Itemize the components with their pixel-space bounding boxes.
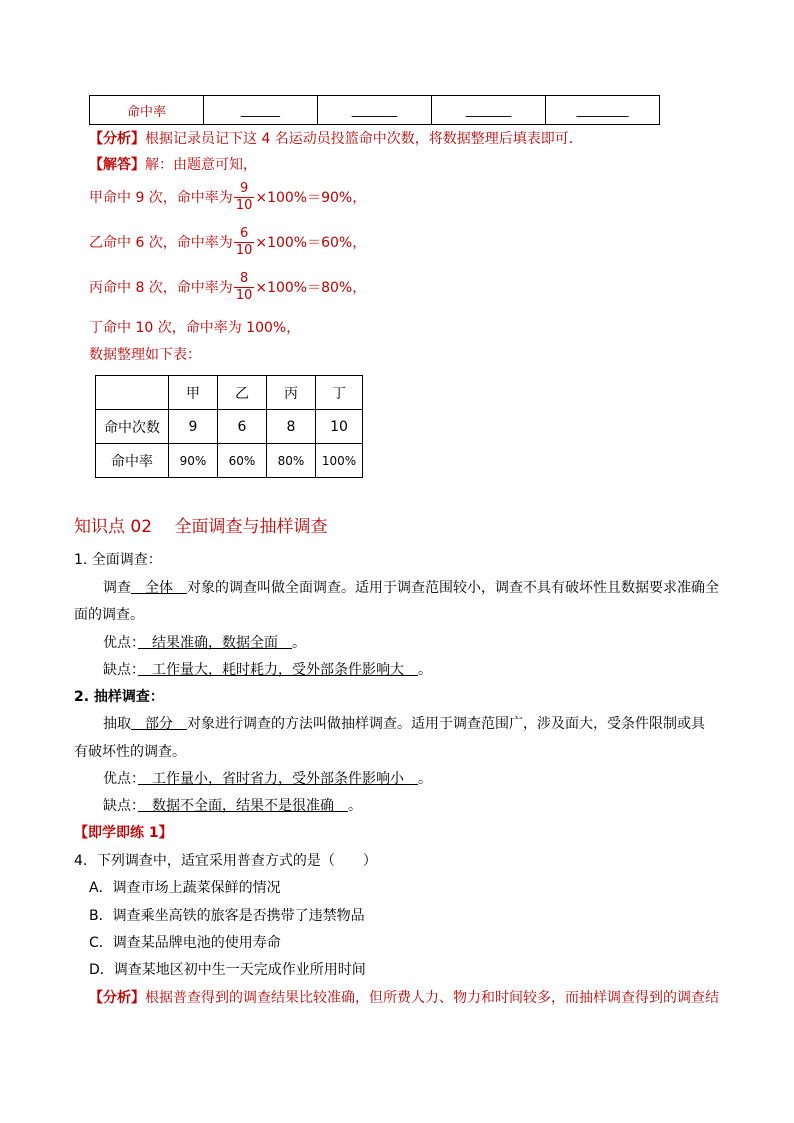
bing-prefix: 丙命中 8 次，命中率为	[89, 280, 233, 296]
table-cell: 8	[267, 410, 316, 444]
row-label: 命中次数	[96, 410, 169, 444]
answer-text: 解：由题意可知，	[145, 157, 257, 173]
answer-tag: 【解答】	[89, 157, 145, 173]
option-d: D．调查某地区初中生一天完成作业所用时间	[89, 962, 366, 978]
item1-blank-answer: 全体	[131, 580, 187, 596]
pros-label: 优点：	[103, 771, 138, 787]
header-cell-jia: 甲	[169, 376, 218, 410]
cons-end: 。	[348, 798, 362, 814]
table-cell: 60%	[218, 444, 267, 478]
jia-fraction	[234, 181, 255, 214]
rate-blank-3: _______	[432, 96, 546, 125]
item1-definition-line1	[103, 577, 719, 597]
analysis-line	[89, 128, 583, 148]
analysis2-text: 根据普查得到的调查结果比较准确，但所费人力、物力和时间较多，而抽样调查得到的调查结	[145, 990, 719, 1006]
table-cell: 80%	[267, 444, 316, 478]
table-row	[96, 444, 363, 478]
analysis-text: 根据记录员记下这 4 名运动员投篮命中次数，将数据整理后填表即可．	[145, 131, 583, 147]
cons-end: 。	[418, 662, 432, 678]
row-label: 命中率	[96, 444, 169, 478]
analysis2-tag: 【分析】	[89, 990, 145, 1006]
pros-end: 。	[292, 635, 306, 651]
bing-suffix: ×100%＝80%，	[255, 280, 367, 296]
cons-label: 缺点：	[103, 662, 138, 678]
yi-denominator: 10	[235, 242, 253, 258]
hit-data-table	[95, 375, 363, 478]
yi-fraction	[234, 226, 255, 259]
jia-denominator: 10	[235, 197, 253, 213]
rate-label: 命中率	[90, 96, 204, 125]
jia-suffix: ×100%＝90%，	[255, 190, 367, 206]
yi-numerator: 6	[234, 226, 255, 243]
header-cell-empty	[96, 376, 169, 410]
cons-answer: 工作量大，耗时耗力，受外部条件影响大	[138, 662, 418, 678]
pros-label: 优点：	[103, 635, 138, 651]
pros-answer: 工作量小，省时省力，受外部条件影响小	[138, 771, 418, 787]
yi-suffix: ×100%＝60%，	[255, 235, 367, 251]
bing-denominator: 10	[235, 287, 253, 303]
bing-numerator: 8	[234, 271, 255, 288]
jia-rate-line	[89, 180, 366, 216]
item2-title: 2. 抽样调查：	[74, 689, 164, 705]
pros-end: 。	[418, 771, 432, 787]
question-stem: 4．下列调查中，适宜采用普查方式的是（ ）	[74, 853, 377, 869]
cons-label: 缺点：	[103, 798, 138, 814]
rate-blank-1: ______	[204, 96, 318, 125]
item2-pros	[103, 768, 432, 788]
header-cell-ding: 丁	[316, 376, 363, 410]
ding-rate-line: 丁命中 10 次，命中率为 100%，	[89, 320, 301, 336]
yi-rate-line	[89, 225, 366, 261]
table-cell: 100%	[316, 444, 363, 478]
item2-post: 对象进行调查的方法叫做抽样调查。适用于调查范围广，涉及面大，受条件限制或具	[187, 716, 705, 732]
item2-cons	[103, 795, 362, 815]
item1-post: 对象的调查叫做全面调查。适用于调查范围较小，调查不具有破坏性且数据要求准确全	[187, 580, 719, 596]
rate-blank-4: ________	[546, 96, 660, 125]
item2-pre: 抽取	[103, 716, 131, 732]
option-a: A．调查市场上蔬菜保鲜的情况	[89, 880, 281, 896]
yi-prefix: 乙命中 6 次，命中率为	[89, 235, 233, 251]
answer-line	[89, 154, 257, 174]
practice-tag: 【即学即练 1】	[74, 825, 173, 841]
rate-table-remnant	[89, 95, 660, 125]
jia-prefix: 甲命中 9 次，命中率为	[89, 190, 233, 206]
header-cell-bing: 丙	[267, 376, 316, 410]
item2-definition-line2: 有破坏性的调查。	[74, 744, 186, 760]
cons-answer: 数据不全面，结果不是很准确	[138, 798, 348, 814]
table-cell: 90%	[169, 444, 218, 478]
table-intro: 数据整理如下表：	[89, 347, 201, 363]
analysis2-line	[89, 987, 719, 1007]
table-row	[96, 410, 363, 444]
rate-blank-2: _______	[318, 96, 432, 125]
item1-title: 1. 全面调查：	[74, 552, 162, 568]
item2-blank-answer: 部分	[131, 716, 187, 732]
analysis-tag: 【分析】	[89, 131, 145, 147]
item1-cons	[103, 659, 432, 679]
item1-pros	[103, 632, 306, 652]
jia-numerator: 9	[234, 181, 255, 198]
header-cell-yi: 乙	[218, 376, 267, 410]
option-c: C．调查某品牌电池的使用寿命	[89, 935, 281, 951]
option-b: B．调查乘坐高铁的旅客是否携带了违禁物品	[89, 908, 365, 924]
item2-definition-line1	[103, 713, 705, 733]
table-cell: 6	[218, 410, 267, 444]
table-cell: 10	[316, 410, 363, 444]
bing-rate-line	[89, 270, 366, 306]
table-header-row	[96, 376, 363, 410]
section-heading: 知识点 02 全面调查与抽样调查	[74, 517, 328, 537]
pros-answer: 结果准确，数据全面	[138, 635, 292, 651]
item1-definition-line2: 面的调查。	[74, 607, 144, 623]
bing-fraction	[234, 271, 255, 304]
item1-pre: 调查	[103, 580, 131, 596]
table-cell: 9	[169, 410, 218, 444]
